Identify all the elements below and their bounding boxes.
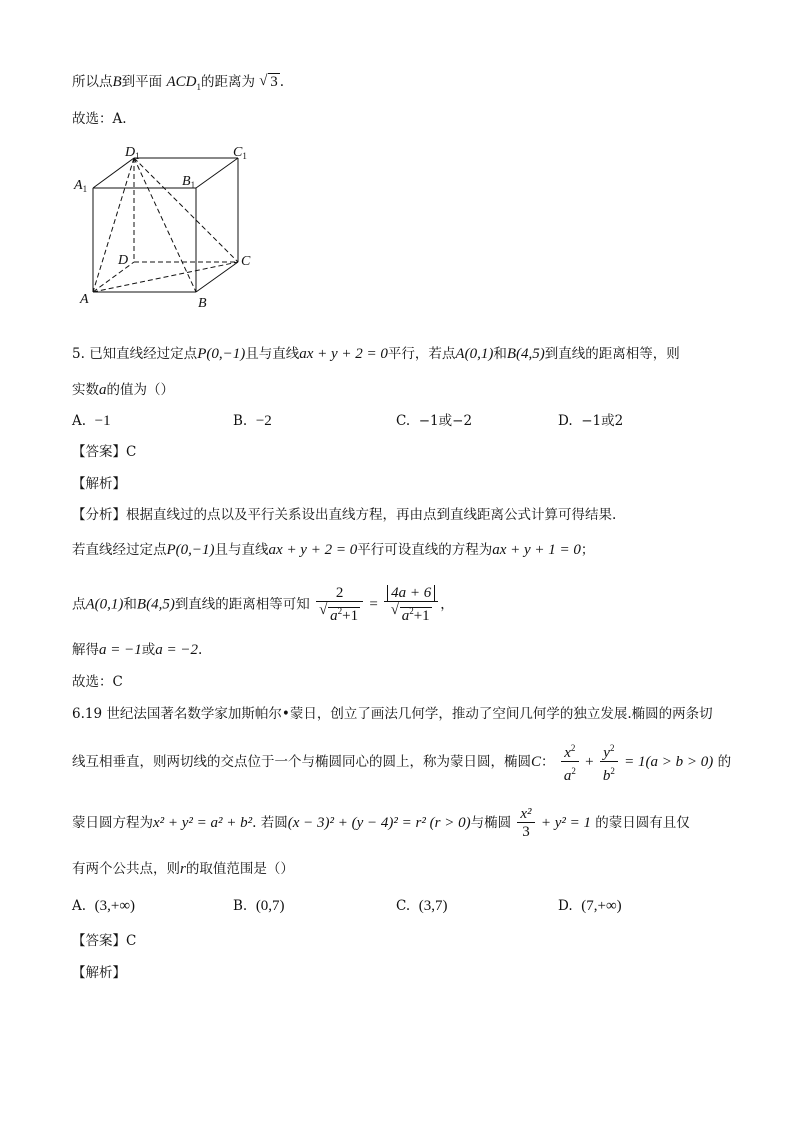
ellipse-y-term: $\frac{y^2}{b^2}$ bbox=[600, 740, 618, 785]
label-d: D bbox=[118, 253, 129, 268]
q6-choice-d: D. (7,+∞) bbox=[558, 898, 622, 914]
q5-analysis-label: 【解析】 bbox=[72, 476, 126, 492]
q6-analysis-label: 【解析】 bbox=[72, 965, 126, 981]
q4-conclusion: 所以点B到平面 $ACD_1$的距离为 √ 3 . bbox=[72, 72, 284, 97]
q5-choice-a: A. −1 bbox=[72, 413, 111, 429]
q5-choice-c: C. −1或−2 bbox=[396, 413, 473, 429]
q6-choice-b: B. (0,7) bbox=[233, 898, 285, 914]
edge-a1d1 bbox=[93, 158, 134, 188]
sqrt-3: √ 3 bbox=[259, 72, 280, 92]
label-b1: $B_1$ bbox=[182, 174, 196, 190]
label-b: B bbox=[198, 296, 207, 310]
q6-stem-line2: 线互相垂直，则两切线的交点位于一个与椭圆同心的圆上，称为蒙日圆，椭圆C： $\frac{x^2}{a^2}$ + $\frac{y^2}{b^2}$ = 1(a > b > 0) 的 bbox=[72, 740, 731, 785]
cube-figure bbox=[72, 140, 272, 310]
q4-answer: 故选：A. bbox=[72, 111, 127, 127]
plane-acd1: $ACD_1$ bbox=[166, 74, 201, 92]
q5-stem-line1: 5. 已知直线经过定点P(0,−1)且与直线ax + y + 2 = 0平行，若点A(0,1)和B(4,5)到直线的距离相等，则 bbox=[72, 346, 680, 362]
ellipse2-x-term: $\frac{\text{x²}}{3}$ bbox=[517, 806, 534, 841]
edge-bc bbox=[196, 262, 238, 292]
label-d1: $D_1$ bbox=[125, 145, 140, 161]
ellipse-x-term: $\frac{x^2}{a^2}$ bbox=[561, 740, 579, 785]
distance-fraction-left: 2 √ $a^2+1$ bbox=[316, 585, 363, 625]
label-a1: $A_1$ bbox=[74, 178, 88, 194]
q6-stem-line3: 蒙日圆方程为x² + y² = a² + b². 若圆(x − 3)² + (y − 4)² = r² (r > 0)与椭圆 $\frac{\text{x²}}{3}$ + y² = 1 的蒙日圆有且仅 bbox=[72, 806, 690, 840]
q6-answer: 【答案】C bbox=[72, 933, 137, 949]
q5-solution-line3: 解得a = −1或a = −2. bbox=[72, 642, 203, 658]
edge-b1c1 bbox=[196, 158, 238, 188]
q5-final: 故选：C bbox=[72, 674, 123, 690]
q5-stem-line2: 实数a的值为（） bbox=[72, 382, 174, 398]
q5-answer: 【答案】C bbox=[72, 444, 137, 460]
q5-choice-d: D. −1或2 bbox=[558, 413, 624, 429]
q6-stem-line4: 有两个公共点，则r的取值范围是（） bbox=[72, 861, 294, 877]
edge-d1a bbox=[93, 158, 134, 292]
label-c1: $C_1$ bbox=[233, 145, 247, 161]
q6-stem-line1: 6.19 世纪法国著名数学家加斯帕尔•蒙日，创立了画法几何学，推动了空间几何学的独立发展.椭圆的两条切 bbox=[72, 706, 713, 722]
label-a: A bbox=[80, 292, 89, 307]
q5-solution-line1: 若直线经过定点P(0,−1)且与直线ax + y + 2 = 0平行可设直线的方程为ax + y + 1 = 0； bbox=[72, 542, 595, 558]
q5-choice-b: B. −2 bbox=[233, 413, 272, 429]
label-c: C bbox=[241, 254, 251, 269]
q5-solution-line2: 点A(0,1)和B(4,5)到直线的距离相等可知 2 √ $a^2+1$ = 4a + 6 √ $a^2+1$ ， bbox=[72, 585, 454, 625]
q6-choice-a: A. (3,+∞) bbox=[72, 898, 136, 914]
q6-choice-c: C. (3,7) bbox=[396, 898, 448, 914]
distance-fraction-right: 4a + 6 √ $a^2+1$ bbox=[384, 585, 438, 625]
q5-fenxi: 【分析】根据直线过的点以及平行关系设出直线方程，再由点到直线距离公式计算可得结果. bbox=[72, 507, 617, 523]
